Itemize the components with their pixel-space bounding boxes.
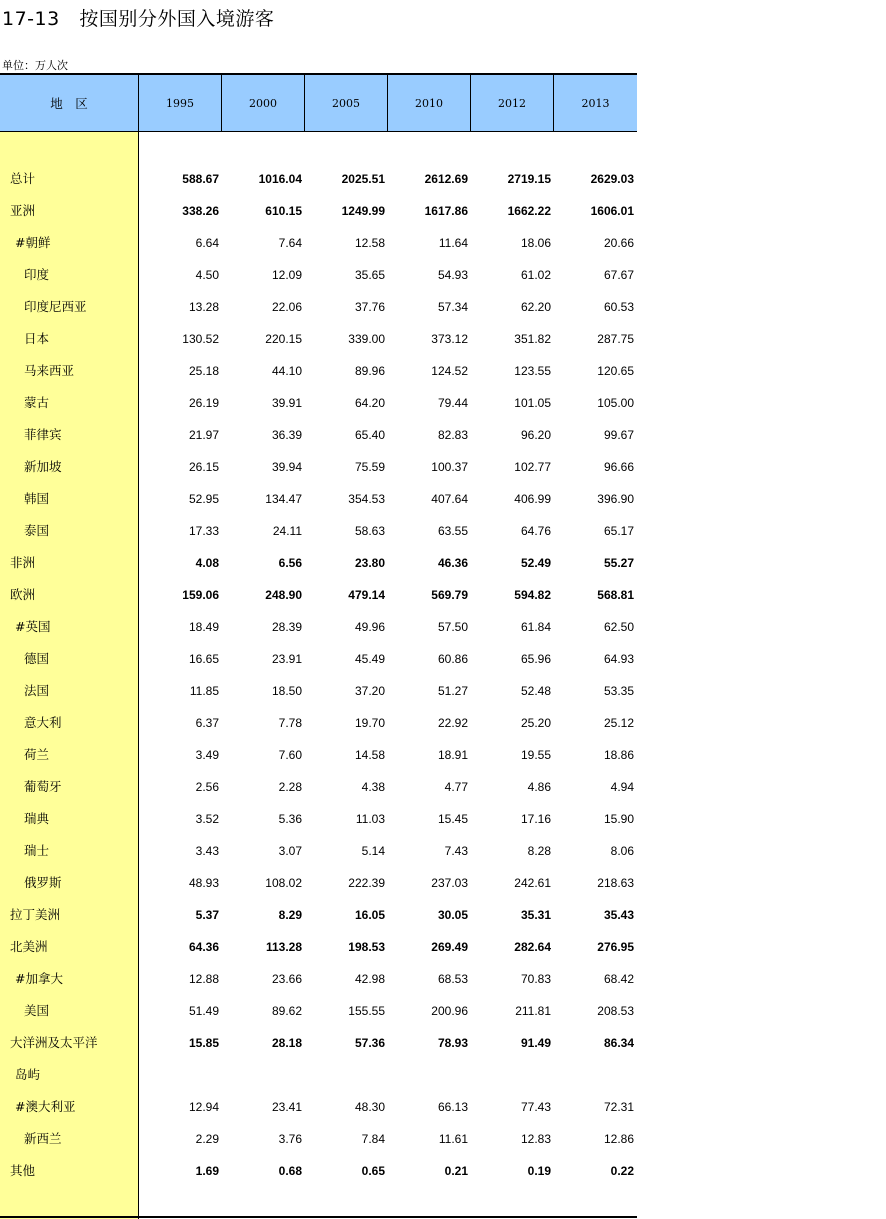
value-cell-2010: 2612.69: [424, 172, 468, 186]
value-cell-2012: 61.84: [520, 620, 551, 634]
table-row: [0, 739, 637, 771]
value-cell-2000: 28.39: [271, 620, 302, 634]
value-cell-1995: 1.69: [195, 1164, 219, 1178]
value-cell-2005: 479.14: [348, 588, 385, 602]
value-cell-2000: 3.76: [278, 1132, 302, 1146]
value-cell-2000: 610.15: [265, 204, 302, 218]
region-name: 拉丁美洲: [10, 907, 61, 922]
region-name: 瑞典: [24, 811, 50, 826]
value-cell-1995: 18.49: [188, 620, 219, 634]
value-cell-2000: 8.29: [278, 908, 302, 922]
value-cell-2000: 248.90: [265, 588, 302, 602]
value-cell-2013: 65.17: [603, 524, 634, 538]
region-name: 菲律宾: [24, 427, 62, 442]
value-cell-1995: 3.43: [195, 844, 219, 858]
value-cell-1995: 3.52: [195, 812, 219, 826]
value-cell-2012: 351.82: [514, 332, 551, 346]
value-cell-2010: 269.49: [431, 940, 468, 954]
value-cell-2012: 406.99: [514, 492, 551, 506]
region-name: 印度: [24, 267, 50, 282]
value-cell-2010: 373.12: [431, 332, 468, 346]
value-cell-2013: 99.67: [603, 428, 634, 442]
value-cell-1995: 17.33: [188, 524, 219, 538]
header-year-2012: 2012: [498, 96, 526, 110]
value-cell-2005: 354.53: [348, 492, 385, 506]
value-cell-2005: 75.59: [354, 460, 385, 474]
value-cell-2005: 11.03: [355, 812, 385, 826]
value-cell-2013: 68.42: [603, 972, 634, 986]
value-cell-1995: 48.93: [188, 876, 219, 890]
value-cell-2012: 8.28: [527, 844, 551, 858]
region-name: 新西兰: [24, 1131, 62, 1146]
value-cell-2000: 5.36: [278, 812, 302, 826]
tourist-table: [0, 73, 637, 1219]
value-cell-2005: 198.53: [348, 940, 385, 954]
value-cell-2005: 35.65: [354, 268, 385, 282]
value-cell-2005: 16.05: [354, 908, 385, 922]
value-cell-2010: 60.86: [437, 652, 468, 666]
region-name: 大洋洲及太平洋: [10, 1035, 98, 1050]
value-cell-2013: 64.93: [603, 652, 634, 666]
value-cell-2012: 123.55: [514, 364, 551, 378]
value-cell-2005: 12.58: [354, 236, 385, 250]
region-name: 日本: [24, 331, 50, 346]
region-name: 马来西亚: [24, 363, 75, 378]
table-row: [0, 643, 637, 675]
value-cell-2010: 100.37: [431, 460, 468, 474]
value-cell-2005: 2025.51: [341, 172, 385, 186]
value-cell-2000: 23.66: [271, 972, 302, 986]
table-row: [0, 1123, 637, 1155]
table-row: [0, 323, 637, 355]
table-row: [0, 387, 637, 419]
value-cell-2000: 36.39: [271, 428, 302, 442]
header-year-2013: 2013: [581, 96, 610, 110]
value-cell-2012: 2719.15: [507, 172, 551, 186]
value-cell-2012: 25.20: [520, 716, 551, 730]
value-cell-2012: 19.55: [520, 748, 551, 762]
region-name: #朝鲜: [15, 235, 51, 250]
value-cell-1995: 12.94: [188, 1100, 219, 1114]
region-name: 美国: [24, 1003, 50, 1018]
value-cell-2013: 105.00: [597, 396, 634, 410]
value-cell-2012: 101.05: [514, 396, 551, 410]
region-name: 其他: [10, 1163, 36, 1178]
value-cell-2013: 8.06: [610, 844, 634, 858]
region-name: 印度尼西亚: [24, 299, 87, 314]
value-cell-2005: 5.14: [361, 844, 385, 858]
value-cell-2000: 220.15: [265, 332, 302, 346]
value-cell-2010: 82.83: [437, 428, 468, 442]
value-cell-2000: 23.91: [271, 652, 302, 666]
value-cell-1995: 6.64: [195, 236, 219, 250]
value-cell-2012: 96.20: [520, 428, 551, 442]
value-cell-2010: 51.27: [437, 684, 468, 698]
header-region: 地 区: [50, 96, 88, 111]
value-cell-2005: 14.58: [354, 748, 385, 762]
value-cell-1995: 3.49: [195, 748, 219, 762]
table-row: [0, 547, 637, 579]
value-cell-2012: 77.43: [520, 1100, 551, 1114]
value-cell-2012: 18.06: [520, 236, 551, 250]
value-cell-2013: 72.31: [603, 1100, 634, 1114]
value-cell-1995: 11.85: [189, 684, 219, 698]
value-cell-2012: 0.19: [527, 1164, 551, 1178]
region-name: #加拿大: [15, 971, 63, 986]
table-row: [0, 291, 637, 323]
value-cell-2012: 211.81: [515, 1004, 551, 1018]
value-cell-2013: 55.27: [603, 556, 634, 570]
value-cell-2012: 70.83: [520, 972, 551, 986]
value-cell-2013: 67.67: [603, 268, 634, 282]
table-row: [0, 515, 637, 547]
table-row: [0, 451, 637, 483]
value-cell-2013: 53.35: [603, 684, 634, 698]
table-row: [0, 675, 637, 707]
table-row: [0, 1091, 637, 1123]
value-cell-2010: 54.93: [437, 268, 468, 282]
value-cell-2012: 282.64: [514, 940, 551, 954]
value-cell-2012: [471, 1059, 551, 1091]
value-cell-1995: 21.97: [188, 428, 219, 442]
value-cell-2005: 37.76: [354, 300, 385, 314]
value-cell-2012: 242.61: [514, 876, 551, 890]
value-cell-2000: 3.07: [278, 844, 302, 858]
value-cell-1995: 13.28: [188, 300, 219, 314]
value-cell-2013: 218.63: [597, 876, 634, 890]
region-name: 非洲: [10, 555, 36, 570]
value-cell-2010: 11.61: [438, 1132, 468, 1146]
region-name: 亚洲: [10, 203, 36, 218]
value-cell-2010: 22.92: [437, 716, 468, 730]
region-name: 北美洲: [10, 939, 48, 954]
value-cell-2013: 208.53: [597, 1004, 634, 1018]
value-cell-1995: 25.18: [188, 364, 219, 378]
value-cell-2013: 120.65: [597, 364, 634, 378]
table-row: [0, 227, 637, 259]
value-cell-2000: 0.68: [278, 1164, 302, 1178]
region-name: 岛屿: [15, 1067, 41, 1082]
value-cell-2012: 52.48: [520, 684, 551, 698]
value-cell-2010: 407.64: [431, 492, 468, 506]
value-cell-1995: 2.56: [195, 780, 219, 794]
value-cell-2012: 4.86: [527, 780, 551, 794]
value-cell-2000: 39.91: [271, 396, 302, 410]
region-name: 泰国: [24, 523, 50, 538]
value-cell-2005: 7.84: [361, 1132, 385, 1146]
value-cell-2005: 57.36: [354, 1036, 385, 1050]
table-row: [0, 579, 637, 611]
value-cell-2012: 62.20: [520, 300, 551, 314]
value-cell-2010: 7.43: [444, 844, 468, 858]
value-cell-2013: 2629.03: [590, 172, 634, 186]
region-name: 法国: [24, 683, 50, 698]
value-cell-2005: 58.63: [354, 524, 385, 538]
table-row: [0, 995, 637, 1027]
region-name: 韩国: [24, 491, 50, 506]
region-name: #澳大利亚: [15, 1099, 76, 1114]
value-cell-2000: 89.62: [271, 1004, 302, 1018]
value-cell-2000: 44.10: [271, 364, 302, 378]
value-cell-2005: 4.38: [361, 780, 385, 794]
value-cell-2013: 86.34: [603, 1036, 634, 1050]
value-cell-2013: 15.90: [603, 812, 634, 826]
value-cell-2005: 1249.99: [341, 204, 385, 218]
table-row: [0, 1059, 637, 1091]
value-cell-2000: 12.09: [271, 268, 302, 282]
value-cell-1995: 64.36: [188, 940, 219, 954]
value-cell-2005: 222.39: [348, 876, 385, 890]
value-cell-1995: 26.15: [188, 460, 219, 474]
value-cell-2000: [222, 1059, 302, 1091]
value-cell-1995: 588.67: [182, 172, 219, 186]
value-cell-2005: 155.55: [348, 1004, 385, 1018]
value-cell-2010: 4.77: [444, 780, 468, 794]
table-row: [0, 835, 637, 867]
value-cell-2012: 52.49: [520, 556, 551, 570]
table-row: [0, 707, 637, 739]
table-row: [0, 1155, 637, 1187]
table-bottom-border: [0, 1216, 637, 1218]
value-cell-2013: 568.81: [597, 588, 634, 602]
value-cell-2010: 30.05: [437, 908, 468, 922]
region-name: 总计: [10, 171, 36, 186]
value-cell-2013: 60.53: [603, 300, 634, 314]
value-cell-2013: 276.95: [597, 940, 634, 954]
value-cell-2005: 89.96: [354, 364, 385, 378]
value-cell-2010: 11.64: [438, 236, 468, 250]
table-row: [0, 899, 637, 931]
table-row: [0, 611, 637, 643]
unit-label: 单位：万人次: [2, 59, 68, 72]
value-cell-2013: 20.66: [603, 236, 634, 250]
value-cell-2010: 0.21: [444, 1164, 468, 1178]
value-cell-1995: 159.06: [182, 588, 219, 602]
value-cell-1995: 16.65: [188, 652, 219, 666]
value-cell-2000: 7.60: [278, 748, 302, 762]
value-cell-2005: 49.96: [354, 620, 385, 634]
value-cell-2012: 61.02: [520, 268, 551, 282]
table-row: [0, 163, 637, 195]
value-cell-1995: 6.37: [195, 716, 219, 730]
value-cell-2010: 15.45: [437, 812, 468, 826]
value-cell-2010: 68.53: [437, 972, 468, 986]
value-cell-2000: 2.28: [278, 780, 302, 794]
value-cell-1995: 130.52: [182, 332, 219, 346]
value-cell-2013: [554, 1059, 634, 1091]
table-row: [0, 483, 637, 515]
value-cell-2010: 57.34: [437, 300, 468, 314]
table-row: [0, 803, 637, 835]
value-cell-2005: 42.98: [354, 972, 385, 986]
value-cell-2005: 23.80: [354, 556, 385, 570]
value-cell-2013: 1606.01: [590, 204, 634, 218]
region-name: #英国: [15, 619, 51, 634]
value-cell-2010: 569.79: [431, 588, 468, 602]
value-cell-2012: 17.16: [520, 812, 551, 826]
value-cell-1995: 12.88: [188, 972, 219, 986]
value-cell-2010: 66.13: [437, 1100, 468, 1114]
value-cell-2012: 91.49: [520, 1036, 551, 1050]
region-name: 新加坡: [24, 459, 62, 474]
region-name: 意大利: [24, 715, 62, 730]
value-cell-2013: 0.22: [610, 1164, 634, 1178]
value-cell-2012: 12.83: [520, 1132, 551, 1146]
value-cell-2000: 113.28: [265, 940, 302, 954]
table-row: [0, 355, 637, 387]
value-cell-2010: 78.93: [437, 1036, 468, 1050]
value-cell-2013: 96.66: [603, 460, 634, 474]
value-cell-2012: 1662.22: [507, 204, 551, 218]
value-cell-1995: 52.95: [188, 492, 219, 506]
value-cell-2010: 57.50: [437, 620, 468, 634]
value-cell-2005: 19.70: [354, 716, 385, 730]
value-cell-1995: 4.50: [195, 268, 219, 282]
value-cell-1995: 338.26: [182, 204, 219, 218]
value-cell-1995: 51.49: [188, 1004, 219, 1018]
table-header: [0, 75, 637, 131]
header-year-2005: 2005: [332, 96, 360, 110]
value-cell-2000: 23.41: [271, 1100, 302, 1114]
value-cell-2000: 108.02: [265, 876, 302, 890]
value-cell-1995: 4.08: [195, 556, 219, 570]
value-cell-2005: 37.20: [354, 684, 385, 698]
value-cell-2013: 396.90: [597, 492, 634, 506]
table-row: [0, 931, 637, 963]
value-cell-2000: 28.18: [271, 1036, 302, 1050]
value-cell-1995: [139, 1059, 219, 1091]
value-cell-2005: [305, 1059, 385, 1091]
region-name: 俄罗斯: [24, 875, 62, 890]
value-cell-2000: 134.47: [265, 492, 302, 506]
value-cell-2010: 79.44: [437, 396, 468, 410]
value-cell-2005: 45.49: [354, 652, 385, 666]
region-name: 荷兰: [24, 747, 50, 762]
value-cell-2000: 7.64: [278, 236, 302, 250]
region-name: 瑞士: [24, 843, 50, 858]
table-row: [0, 963, 637, 995]
value-cell-2013: 4.94: [610, 780, 634, 794]
header-year-2000: 2000: [249, 96, 277, 110]
value-cell-2000: 18.50: [271, 684, 302, 698]
value-cell-1995: 26.19: [188, 396, 219, 410]
value-cell-2005: 65.40: [354, 428, 385, 442]
header-year-1995: 1995: [166, 96, 194, 110]
value-cell-2000: 24.11: [272, 524, 302, 538]
table-row: [0, 771, 637, 803]
value-cell-2013: 62.50: [603, 620, 634, 634]
value-cell-2012: 64.76: [520, 524, 551, 538]
table-row: [0, 419, 637, 451]
value-cell-2012: 65.96: [520, 652, 551, 666]
value-cell-2010: 63.55: [437, 524, 468, 538]
value-cell-2013: 25.12: [603, 716, 634, 730]
value-cell-1995: 2.29: [195, 1132, 219, 1146]
header-year-2010: 2010: [415, 96, 443, 110]
value-cell-2013: 287.75: [597, 332, 634, 346]
value-cell-2010: 200.96: [431, 1004, 468, 1018]
value-cell-2005: 48.30: [354, 1100, 385, 1114]
region-name: 德国: [24, 651, 50, 666]
value-cell-2000: 39.94: [271, 460, 302, 474]
value-cell-2005: 64.20: [354, 396, 385, 410]
value-cell-2010: 46.36: [437, 556, 468, 570]
table-row: [0, 195, 637, 227]
value-cell-2010: 1617.86: [424, 204, 468, 218]
value-cell-2012: 35.31: [520, 908, 551, 922]
value-cell-2013: 18.86: [603, 748, 634, 762]
value-cell-2013: 35.43: [603, 908, 634, 922]
region-name: 蒙古: [24, 395, 50, 410]
table-row: [0, 259, 637, 291]
region-name: 欧洲: [10, 587, 36, 602]
value-cell-2005: 339.00: [348, 332, 385, 346]
value-cell-1995: 15.85: [188, 1036, 219, 1050]
value-cell-2010: [388, 1059, 468, 1091]
value-cell-2000: 22.06: [271, 300, 302, 314]
region-name: 葡萄牙: [24, 779, 62, 794]
value-cell-2010: 237.03: [431, 876, 468, 890]
value-cell-2000: 1016.04: [258, 172, 302, 186]
value-cell-2010: 18.91: [437, 748, 468, 762]
value-cell-2013: 12.86: [603, 1132, 634, 1146]
value-cell-2000: 6.56: [278, 556, 302, 570]
value-cell-2012: 594.82: [514, 588, 551, 602]
value-cell-1995: 5.37: [195, 908, 219, 922]
page-title: 17-13 按国别分外国入境游客: [2, 8, 275, 30]
table-row: [0, 867, 637, 899]
value-cell-2010: 124.52: [431, 364, 468, 378]
value-cell-2012: 102.77: [514, 460, 551, 474]
value-cell-2000: 7.78: [278, 716, 302, 730]
table-row: [0, 1027, 637, 1059]
value-cell-2005: 0.65: [361, 1164, 385, 1178]
